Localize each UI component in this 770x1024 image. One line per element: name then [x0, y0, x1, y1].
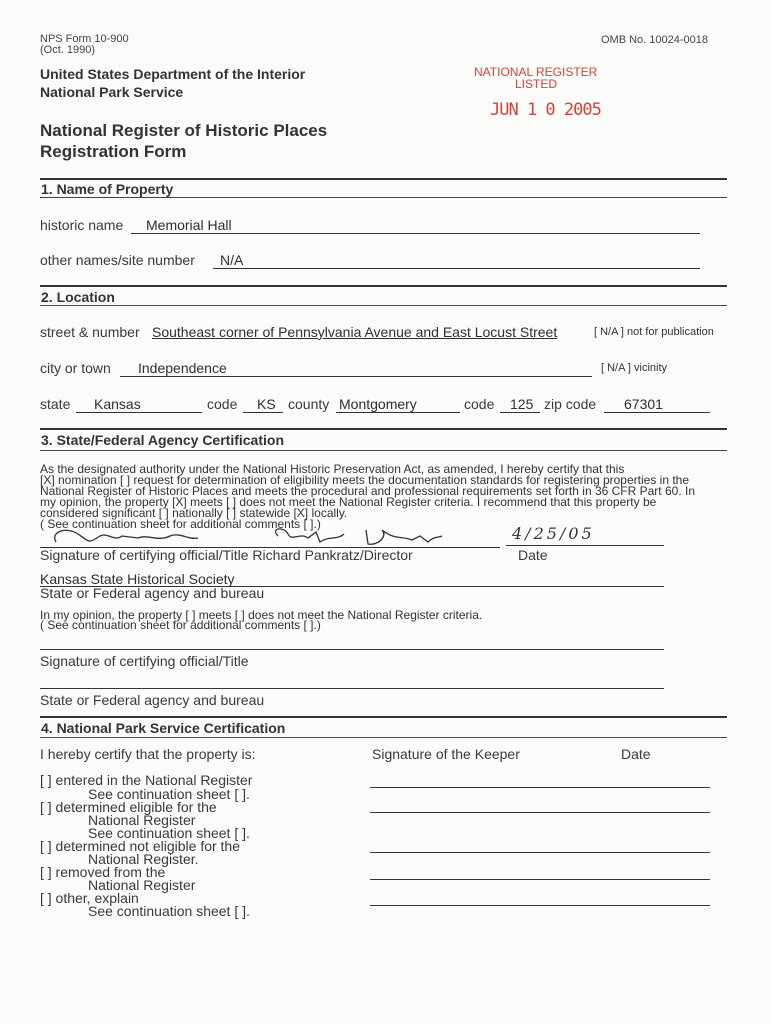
divider [40, 450, 727, 451]
section-4-heading: 4. National Park Service Certification [41, 720, 286, 736]
divider [40, 197, 727, 198]
section-3-heading: 3. State/Federal Agency Certification [41, 432, 284, 448]
street-label: street & number [40, 324, 140, 340]
state-label: state [40, 396, 71, 412]
signature2-label: Signature of certifying official/Title [40, 653, 249, 669]
cert-para-line1: As the designated authority under the National Historic Preservation Act, as amended, I hereby certify that this [40, 462, 625, 476]
other-names-label: other names/site number [40, 252, 195, 268]
street-value: Southeast corner of Pennsylvania Avenue and East Locust Street [152, 324, 558, 340]
agency2-label: State or Federal agency and bureau [40, 692, 265, 708]
stamp-listed-line2: LISTED [515, 77, 558, 91]
signature-label: Signature of certifying official/Title Richard Pankratz/Director [40, 547, 413, 563]
keeper-line-2 [370, 812, 710, 813]
date-label: Date [518, 547, 548, 563]
stamp-listed-line1: NATIONAL REGISTER [474, 65, 598, 79]
certify-label: I hereby certify that the property is: [40, 746, 256, 762]
vicinity: [ N/A ] vicinity [601, 362, 668, 374]
county-line [336, 412, 460, 413]
keeper-line-3 [370, 852, 710, 853]
cert-para-line6: ( See continuation sheet for additional comments [ ].) [40, 517, 321, 531]
city-value: Independence [138, 360, 227, 376]
not-for-publication: [ N/A ] not for publication [594, 326, 714, 338]
form-title: National Register of Historic Places [40, 121, 328, 140]
cert-para-line4: my opinion, the property [X] meets [ ] does not meet the National Register criteria. I recommend that this property be [40, 495, 657, 509]
date-line [506, 545, 664, 546]
county-code-line [500, 412, 540, 413]
signature2-line [40, 649, 664, 650]
keeper-line-4 [370, 879, 710, 880]
agency-label: State or Federal agency and bureau [40, 585, 265, 601]
divider [40, 285, 727, 287]
form-date: (Oct. 1990) [40, 44, 96, 56]
cert-para-line5: considered significant [ ] nationally [ ] statewide [X] locally. [40, 506, 348, 520]
keeper-label: Signature of the Keeper [372, 746, 520, 762]
county-code-label: code [464, 396, 495, 412]
keeper-line-1 [370, 787, 710, 788]
status-not-eligible: [ ] determined not eligible for the [40, 838, 241, 854]
keeper-date-label: Date [621, 746, 651, 762]
divider [40, 428, 727, 430]
agency2-line [40, 688, 664, 689]
department-name: United States Department of the Interior [40, 66, 306, 82]
status-eligible: [ ] determined eligible for the [40, 799, 217, 815]
keeper-line-5 [370, 905, 710, 906]
status-removed: [ ] removed from the [40, 864, 166, 880]
continuation-3: See continuation sheet [ ]. [88, 903, 250, 919]
city-label: city or town [40, 360, 111, 376]
divider [40, 305, 727, 306]
stamp-date: JUN 1 0 2005 [490, 100, 601, 120]
state-code-label: code [207, 396, 238, 412]
section-2-heading: 2. Location [41, 289, 115, 305]
agency-value: Kansas State Historical Society [40, 571, 235, 587]
status-removed-sub: National Register [88, 877, 196, 893]
form-number: NPS Form 10-900 [40, 33, 129, 45]
county-label: county [288, 396, 330, 412]
form-subtitle: Registration Form [40, 142, 187, 161]
historic-name-label: historic name [40, 217, 124, 233]
state-code-line [243, 412, 283, 413]
opinion-line2: ( See continuation sheet for additional comments [ ].) [40, 618, 321, 632]
state-line [76, 412, 202, 413]
status-not-eligible-sub: National Register. [88, 851, 199, 867]
status-other: [ ] other, explain [40, 890, 139, 906]
handwritten-date: 4/25/05 [512, 524, 595, 543]
historic-name-line [131, 233, 700, 234]
status-entered: [ ] entered in the National Register [40, 772, 253, 788]
divider [40, 716, 727, 718]
cert-para-line2: [X] nomination [ ] request for determination of eligibility meets the documentation standards for registering properties in the [40, 473, 690, 487]
status-eligible-sub: National Register [88, 812, 196, 828]
other-names-value: N/A [220, 252, 244, 268]
continuation-1: See continuation sheet [ ]. [88, 786, 250, 802]
historic-name-value: Memorial Hall [146, 217, 232, 233]
cert-para-line3: National Register of Historic Places and meets the procedural and professional requirements set forth in 36 CFR Part 60. In [40, 484, 695, 498]
zip-label: zip code [544, 396, 597, 412]
other-names-line [213, 268, 700, 269]
opinion-line1: In my opinion, the property [ ] meets [ ] does not meet the National Register criteria. [40, 608, 483, 622]
divider [40, 737, 727, 738]
service-name: National Park Service [40, 84, 184, 100]
county-value: Montgomery [339, 396, 417, 412]
divider [40, 178, 727, 180]
city-line [120, 376, 592, 377]
omb-number: OMB No. 10024-0018 [601, 34, 709, 46]
section-1-heading: 1. Name of Property [41, 181, 174, 197]
zip-line [604, 412, 710, 413]
zip-value: 67301 [624, 396, 663, 412]
continuation-2: See continuation sheet [ ]. [88, 825, 250, 841]
state-value: Kansas [94, 396, 141, 412]
county-code-value: 125 [510, 396, 534, 412]
state-code-value: KS [257, 396, 276, 412]
